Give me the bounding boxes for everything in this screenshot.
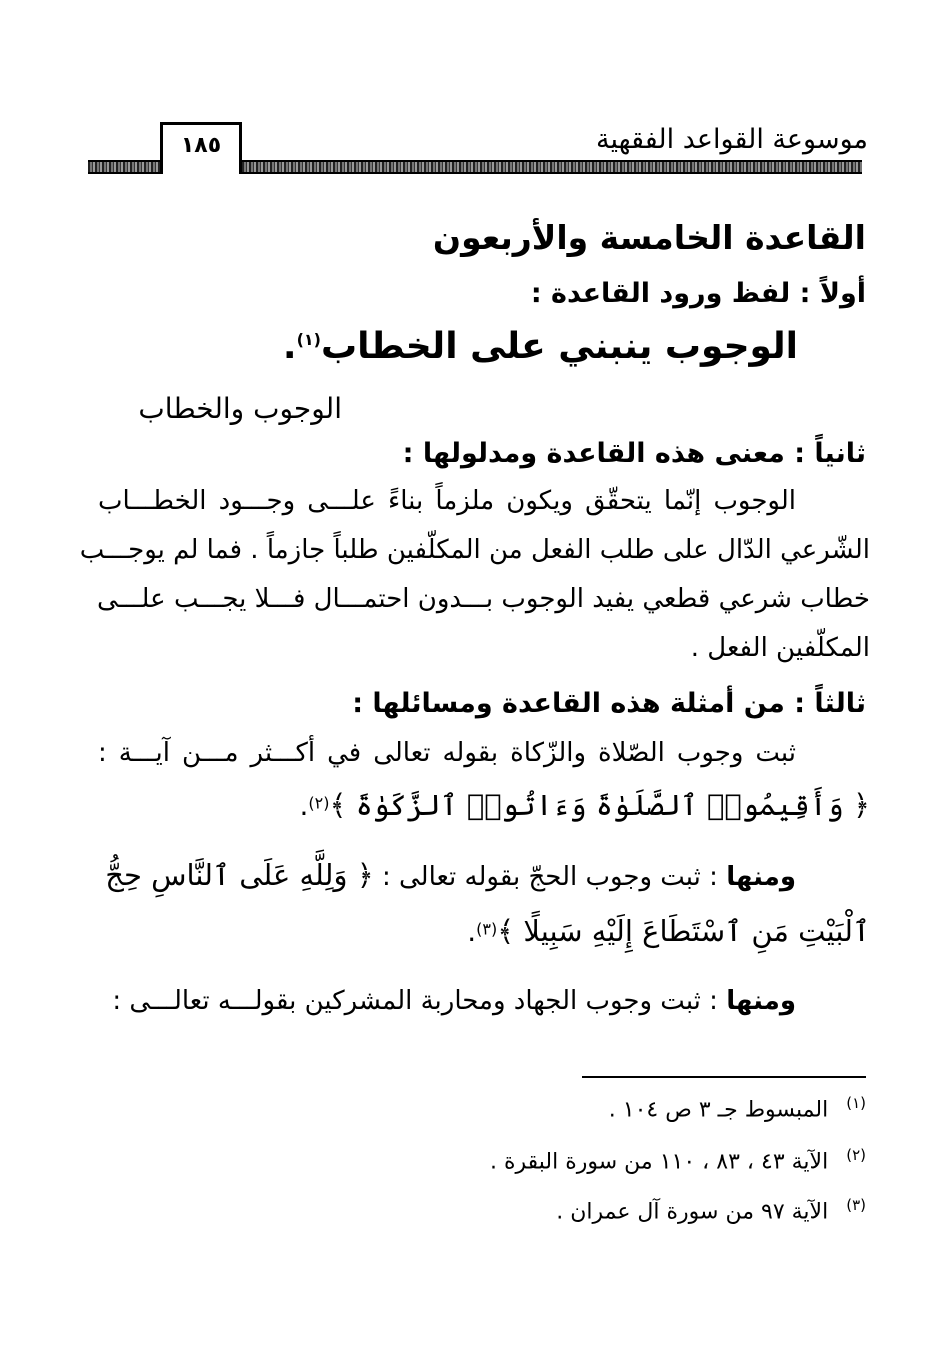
- section3-heading: ثالثاً : من أمثلة هذه القاعدة ومسائلها :: [352, 688, 866, 719]
- footnote-2-text: الآية ٤٣ ، ٨٣ ، ١١٠ من سورة البقرة .: [490, 1149, 829, 1175]
- footnote-2: [490, 1146, 866, 1174]
- footnote-1: [609, 1094, 866, 1122]
- rule-footnote-ref[interactable]: (١): [296, 330, 321, 349]
- footnote-ref-2[interactable]: (٢): [308, 793, 330, 813]
- rule-keywords: الوجوب والخطاب: [138, 392, 342, 425]
- verse-2-end: .: [467, 915, 477, 948]
- page-number: ١٨٥: [160, 122, 242, 168]
- p2-lead: ومنها: [726, 862, 796, 892]
- section3-p2-line-2: [467, 914, 870, 948]
- footnote-divider: [582, 1076, 866, 1078]
- footnote-3-text: الآية ٩٧ من سورة آل عمران .: [556, 1199, 829, 1225]
- footnote-2-mark: (٢): [846, 1146, 866, 1164]
- section2-line-1: الوجوب إنّما يتحقّق ويكون ملزماً بناءً علـــى وجـــود الخطـــاب: [98, 486, 796, 516]
- footnote-1-mark: (١): [846, 1094, 866, 1112]
- verse-1-end: .: [299, 789, 309, 822]
- section2-line-4: المكلّفين الفعل .: [690, 633, 870, 663]
- rule-heading: القاعدة الخامسة والأربعون: [432, 218, 866, 257]
- section3-p1-verse-line: [299, 788, 870, 822]
- footnote-3: [556, 1196, 866, 1224]
- footnote-3-mark: (٣): [846, 1196, 866, 1214]
- rule-text-end: .: [282, 326, 297, 367]
- p3-text: : ثبت وجوب الجهاد ومحاربة المشركين بقولـــه تعالـــى :: [112, 986, 727, 1016]
- section2-line-2: الشّرعي الدّال على طلب الفعل من المكلّفين طلباً جازماً . فما لم يوجـــب: [79, 535, 870, 565]
- quran-verse-2a: ﴿ وَلِلَّهِ عَلَى ٱلنَّاسِ حِجُّ: [105, 858, 374, 892]
- quran-verse-2b: ٱلْبَيْتِ مَنِ ٱسْتَطَاعَ إِلَيْهِ سَبِيلًا ﴾: [497, 914, 870, 948]
- rule-text-main: الوجوب ينبني على الخطاب: [320, 326, 798, 367]
- rule-text: [283, 326, 798, 367]
- book-title: موسوعة القواعد الفقهية: [596, 124, 868, 155]
- section2-heading: ثانياً : معنى هذه القاعدة ومدلولها :: [402, 438, 866, 469]
- section3-p1-line-1: ثبت وجوب الصّلاة والزّكاة بقوله تعالى في أكـــثر مـــن آيـــة :: [98, 738, 796, 768]
- section1-heading: أولاً : لفظ ورود القاعدة :: [530, 278, 866, 309]
- quran-verse-1: ﴿ وَأَقِيمُوا۟ ٱلصَّلَوٰةَ وَءَاتُوا۟ ٱلزَّكَوٰةَ ﴾: [329, 788, 870, 822]
- p3-lead: ومنها: [726, 986, 796, 1016]
- section3-p3-line-1: [106, 986, 870, 1016]
- section3-p2-line-1: [105, 858, 870, 892]
- footnote-ref-3[interactable]: (٣): [476, 919, 498, 939]
- p2-text: : ثبت وجوب الحجّ بقوله تعالى :: [373, 862, 727, 892]
- footnote-1-text: المبسوط جـ ٣ ص ١٠٤ .: [608, 1097, 829, 1123]
- section2-line-3: خطاب شرعي قطعي يفيد الوجوب بـــدون احتمـــال فـــلا يجـــب علـــى: [97, 584, 870, 614]
